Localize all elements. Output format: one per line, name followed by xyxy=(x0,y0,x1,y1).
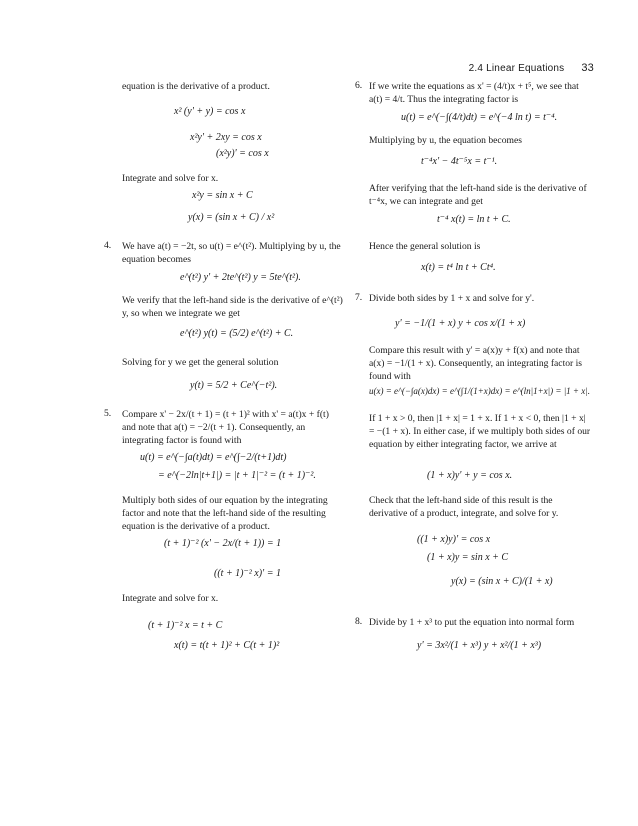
equation: x(t) = t(t + 1)² + C(t + 1)² xyxy=(174,640,280,651)
problem-text: Check that the left-hand side of this result is the derivative of a product, integrate, and solve for y. xyxy=(369,495,559,519)
section-title: 2.4 Linear Equations xyxy=(468,63,565,74)
equation: ((t + 1)⁻² x)' = 1 xyxy=(214,568,281,579)
equation: y' = −1/(1 + x) y + cos x/(1 + x) xyxy=(395,318,526,329)
equation: x²y = sin x + C xyxy=(192,190,253,201)
problem-text: Divide by 1 + x³ to put the equation into normal form xyxy=(369,617,575,628)
instruction-text: Integrate and solve for x. xyxy=(122,173,219,184)
problem-text: Solving for y we get the general solution xyxy=(122,357,279,368)
problem-number: 5. xyxy=(104,408,112,419)
equation: (1 + x)y' + y = cos x. xyxy=(427,470,513,481)
problem-text: Compare x' − 2x/(t + 1) = (t + 1)² with x' = a(t)x + f(t) and note that a(t) = −2/(t + 1). Consequently, an integrating factor is found with xyxy=(122,409,329,446)
equation: u(t) = e^(−∫(4/t)dt) = e^(−4 ln t) = t⁻⁴. xyxy=(401,112,558,123)
equation: (t + 1)⁻² (x' − 2x/(t + 1)) = 1 xyxy=(164,538,282,549)
intro-text: equation is the derivative of a product. xyxy=(122,81,270,92)
equation: u(t) = e^(−∫a(t)dt) = e^(∫−2/(t+1)dt) xyxy=(140,452,287,463)
equation: y' = 3x²/(1 + x³) y + x²/(1 + x³) xyxy=(417,640,542,651)
equation: e^(t²) y' + 2te^(t²) y = 5te^(t²). xyxy=(180,272,301,283)
page-number: 33 xyxy=(581,62,594,74)
equation: x² (y' + y) = cos x xyxy=(174,106,246,117)
problem-text: If 1 + x > 0, then |1 + x| = 1 + x. If 1 + x < 0, then |1 + x| = −(1 + x). In either case, if we multiply both sides of our equation by either integrating factor, we arrive at xyxy=(369,413,591,450)
equation: y(t) = 5/2 + Ce^(−t²). xyxy=(190,380,278,391)
equation: x(t) = t⁴ ln t + Ct⁴. xyxy=(421,262,496,273)
problem-text: Hence the general solution is xyxy=(369,241,481,252)
problem-number: 6. xyxy=(355,80,363,91)
problem-text: After verifying that the left-hand side is the derivative of t⁻⁴x, we can integrate and get xyxy=(369,183,587,207)
problem-text: If we write the equations as x' = (4/t)x + t⁵, we see that a(t) = 4/t. Thus the integrating factor is xyxy=(369,81,579,105)
problem-text: We have a(t) = −2t, so u(t) = e^(t²). Multiplying by u, the equation becomes xyxy=(122,241,341,265)
equation: = e^(−2ln|t+1|) = |t + 1|⁻² = (t + 1)⁻². xyxy=(158,470,316,481)
equation: x²y' + 2xy = cos x xyxy=(190,132,262,143)
problem-text: Multiply both sides of our equation by the integrating factor and note that the left-hand side of the resulting equation is the derivative of a product. xyxy=(122,495,328,532)
equation: y(x) = (sin x + C)/(1 + x) xyxy=(451,576,553,587)
equation: (1 + x)y = sin x + C xyxy=(427,552,509,563)
equation: u(x) = e^(−∫a(x)dx) = e^(∫1/(1+x)dx) = e^(ln|1+x|) = |1 + x|. xyxy=(369,386,590,396)
problem-number: 4. xyxy=(104,240,112,251)
equation: (x²y)' = cos x xyxy=(216,148,269,159)
problem-number: 7. xyxy=(355,292,363,303)
equation: t⁻⁴ x(t) = ln t + C. xyxy=(437,214,511,225)
problem-text: Multiplying by u, the equation becomes xyxy=(369,135,522,146)
equation: (t + 1)⁻² x = t + C xyxy=(148,620,223,631)
equation: ((1 + x)y)' = cos x xyxy=(417,534,491,545)
instruction-text: Integrate and solve for x. xyxy=(122,593,219,604)
running-header xyxy=(469,62,594,74)
problem-text: We verify that the left-hand side is the derivative of e^(t²) y, so when we integrate we get xyxy=(122,295,343,319)
equation: t⁻⁴x' − 4t⁻⁵x = t⁻¹. xyxy=(421,156,498,167)
problem-number: 8. xyxy=(355,616,363,627)
problem-text: Divide both sides by 1 + x and solve for y'. xyxy=(369,293,535,304)
equation: e^(t²) y(t) = (5/2) e^(t²) + C. xyxy=(180,328,294,339)
problem-text: Compare this result with y' = a(x)y + f(x) and note that a(x) = −1/(1 + x). Consequently, an integrating factor is found with xyxy=(369,345,583,382)
equation: y(x) = (sin x + C) / x² xyxy=(188,212,275,223)
